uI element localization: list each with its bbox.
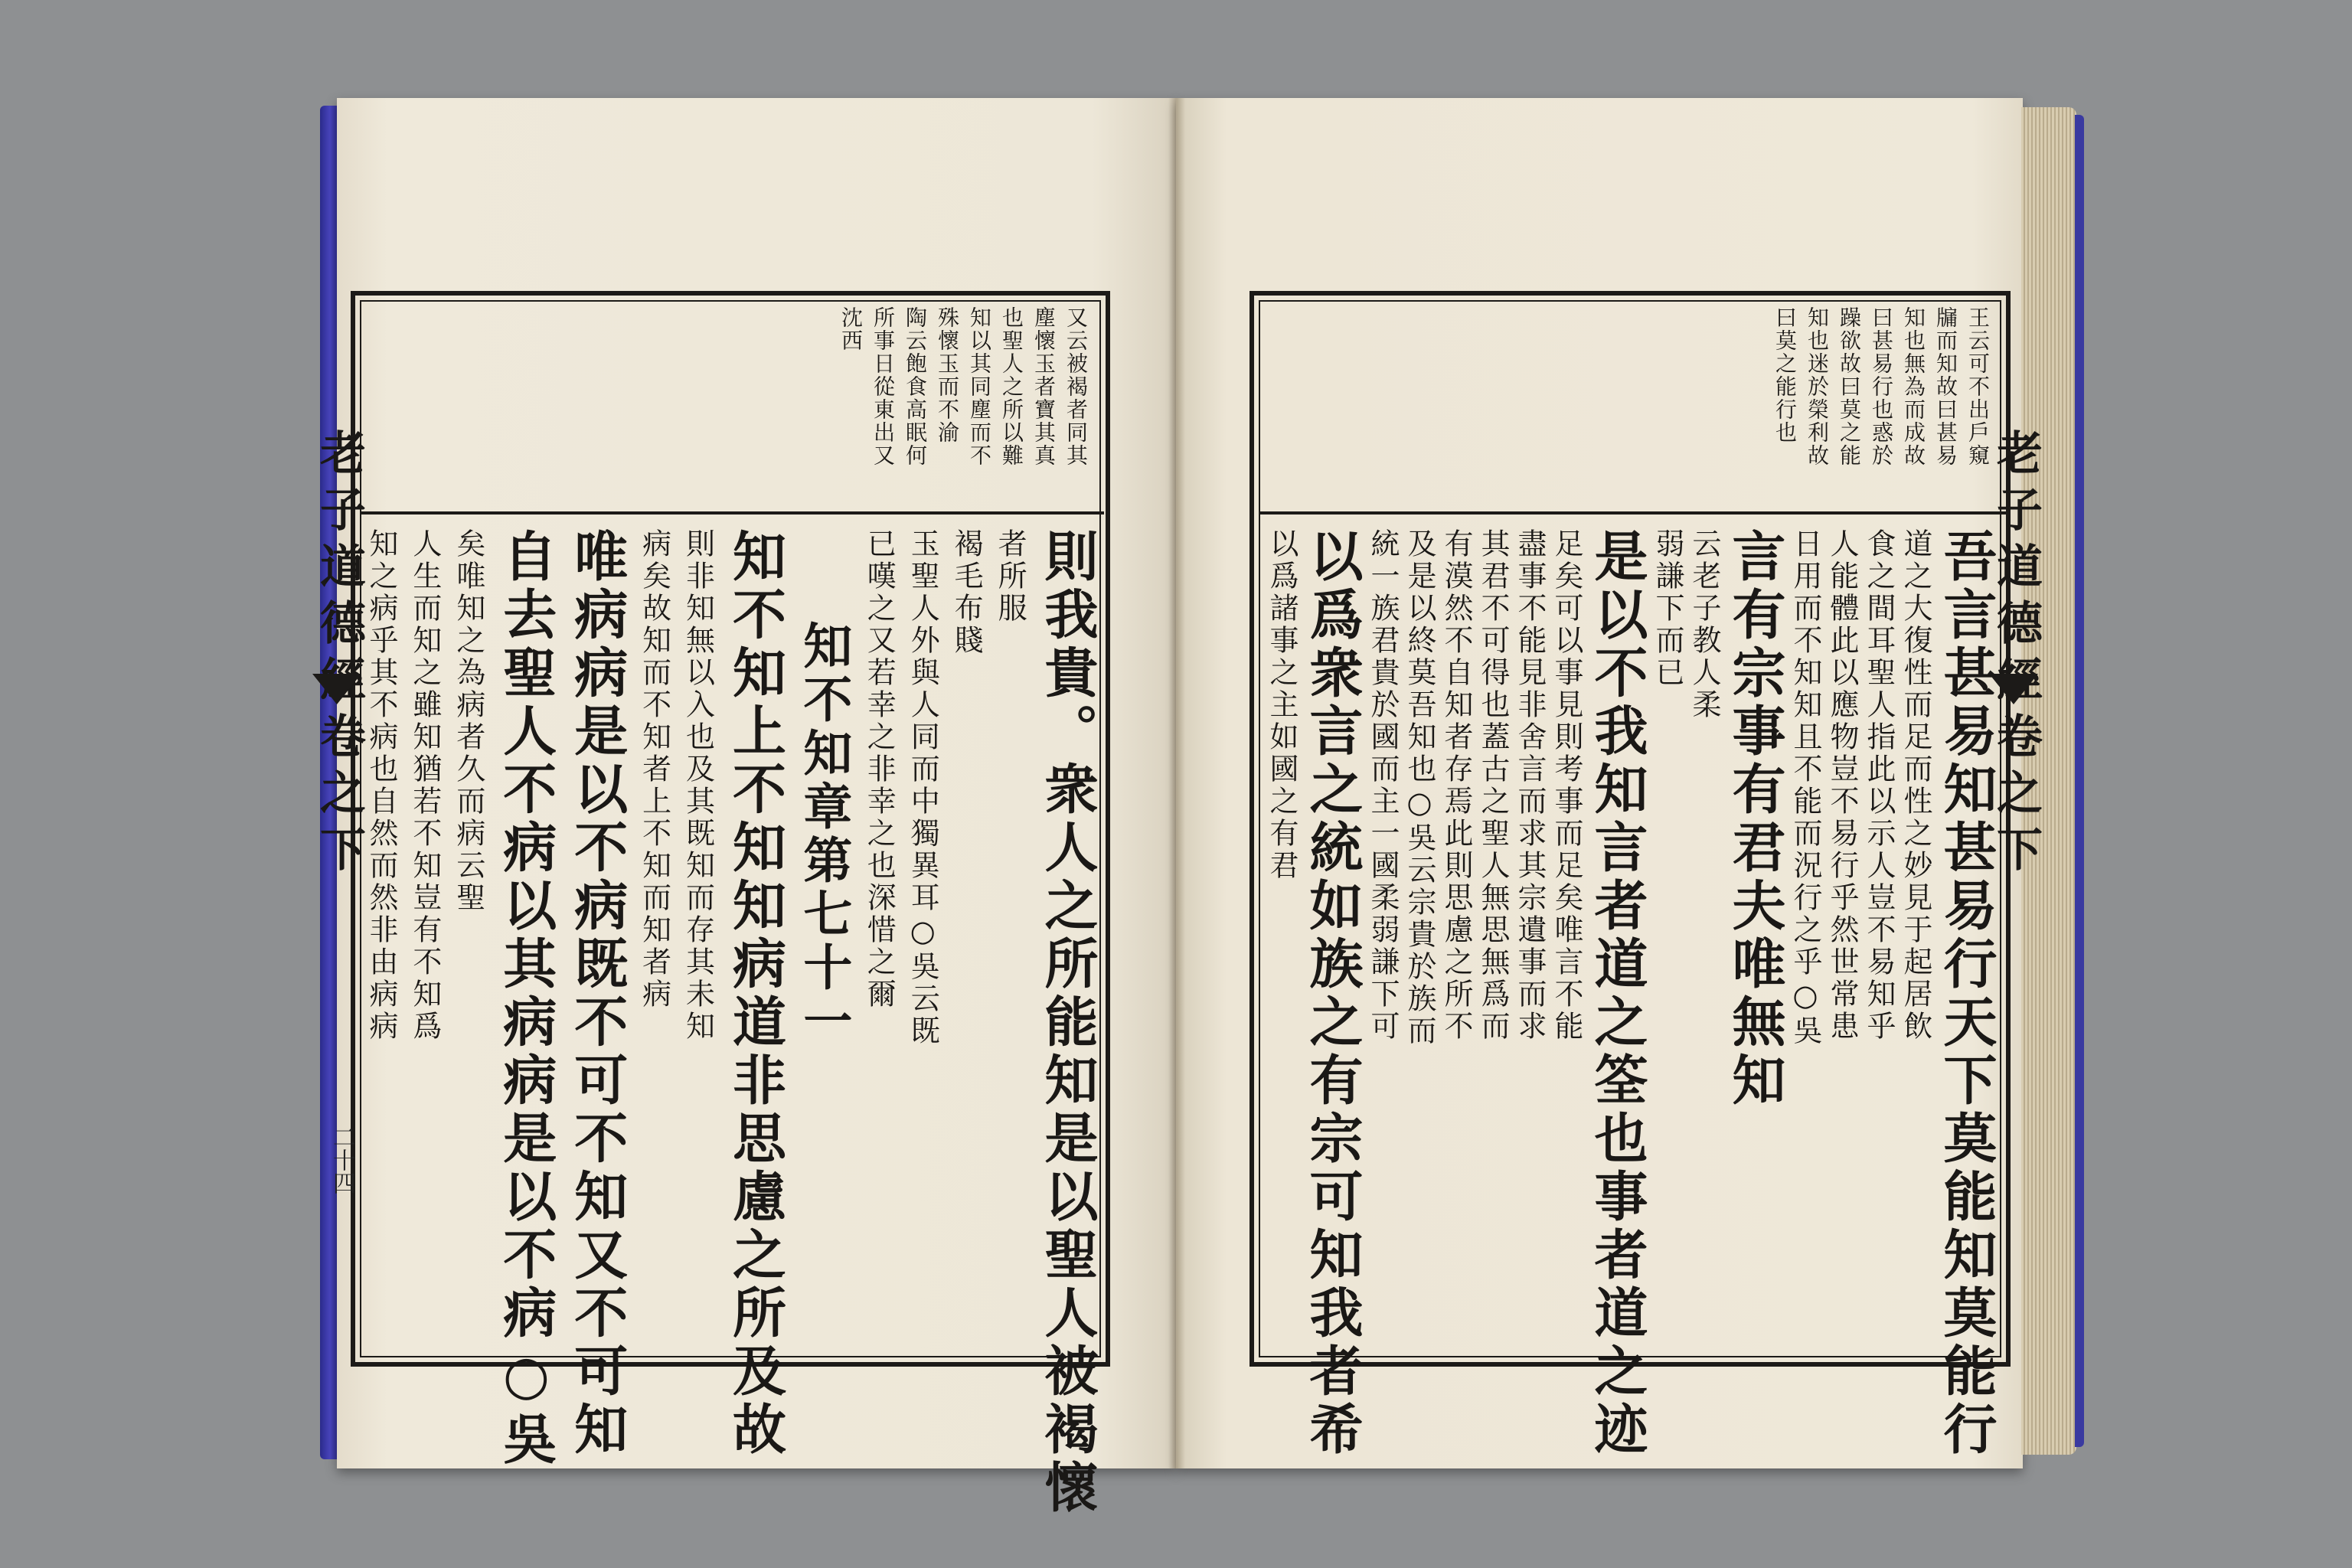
left-spine-volume: 卷之下 bbox=[312, 712, 366, 882]
right-column-16: 以爲諸事之主如國之有君 bbox=[1265, 528, 1298, 882]
left-column-12: 人生而知之雖知猶若不知豈有不知爲 bbox=[407, 528, 442, 1043]
right-spine-volume: 卷之下 bbox=[1989, 712, 2043, 882]
left-head-note-6: 所事日從東出又 bbox=[871, 306, 896, 467]
left-head-note-4: 殊懷玉而不渝 bbox=[935, 306, 960, 444]
right-head-note-2: 知也無為而成故 bbox=[1901, 306, 1926, 467]
left-column-7: 則非知無以入也及其既知而存其未知 bbox=[681, 528, 715, 1043]
right-head-note-0: 王云可不出戶窺 bbox=[1965, 306, 1991, 467]
right-column-4: 日用而不知知且不能而況行之乎○吳 bbox=[1788, 528, 1822, 1047]
right-column-12: 有漠然不自知者存焉此則思慮之所不 bbox=[1439, 528, 1473, 1043]
right-head-note-1: 牖而知故曰甚易 bbox=[1933, 306, 1958, 467]
left-column-9: 唯病病是以不病既不可不知又不可知 bbox=[565, 528, 629, 1459]
right-column-2: 食之間耳聖人指此以示人豈不易知乎 bbox=[1862, 528, 1896, 1043]
folio-number: 二十四 bbox=[328, 1125, 355, 1194]
left-column-6: 知不知上不知知病道非思慮之所及故 bbox=[724, 528, 788, 1459]
left-column-5: 知不知章第七十一 bbox=[795, 620, 853, 1049]
right-head-note-3: 曰甚易行也惑於 bbox=[1869, 306, 1894, 467]
left-head-note-3: 知以其同塵而不 bbox=[967, 306, 992, 467]
book-gutter bbox=[1168, 98, 1185, 1468]
left-head-note-5: 陶云飽食高眠何 bbox=[903, 306, 928, 467]
left-head-note-1: 塵懷玉者寶其真 bbox=[1031, 306, 1057, 467]
right-column-1: 道之大復性而足而性之妙見于起居飲 bbox=[1899, 528, 1932, 1043]
right-head-note-5: 知也迷於榮利故 bbox=[1805, 306, 1830, 467]
right-column-6: 云老子教人柔 bbox=[1687, 528, 1721, 721]
left-head-divider bbox=[360, 511, 1104, 514]
left-column-11: 矣唯知之為病者久而病云聖 bbox=[451, 528, 485, 914]
right-column-5: 言有宗事有君夫唯無知 bbox=[1723, 528, 1787, 1110]
right-column-3: 人能體此以應物豈不易行乎然世常患 bbox=[1825, 528, 1859, 1043]
right-column-8: 是以不我知言者道之筌也事者道之迹 bbox=[1586, 528, 1649, 1459]
left-head-note-0: 又云被褐者同其 bbox=[1063, 306, 1089, 467]
left-column-1: 者所服 bbox=[993, 528, 1027, 625]
left-column-8: 病矣故知而不知者上不知而知者病 bbox=[637, 528, 671, 1011]
left-column-3: 玉聖人外與人同而中獨異耳○吳云既 bbox=[906, 528, 940, 1047]
left-spine-title: 老子道德經 bbox=[312, 429, 366, 712]
left-column-10: 自去聖人不病以其病病是以不病○吳 bbox=[494, 528, 558, 1469]
right-column-10: 盡事不能見非舍言而求其宗遺事而求 bbox=[1513, 528, 1547, 1043]
right-column-13: 及是以終莫吾知也○吳云宗貴於族而 bbox=[1403, 528, 1436, 1047]
right-column-14: 統一族君貴於國而主一國柔弱謙下可 bbox=[1366, 528, 1400, 1043]
right-column-11: 其君不可得也蓋古之聖人無思無爲而 bbox=[1476, 528, 1510, 1043]
left-column-0: 則我貴。衆人之所能知是以聖人被褐懷 bbox=[1036, 528, 1099, 1517]
right-column-0: 吾言甚易知甚易行天下莫能知莫能行 bbox=[1935, 528, 1998, 1459]
right-spine-title: 老子道德經 bbox=[1989, 429, 2043, 712]
left-head-note-7: 沈西 bbox=[838, 306, 864, 352]
right-head-note-6: 曰莫之能行也 bbox=[1772, 306, 1798, 444]
left-column-2: 褐毛布賤 bbox=[949, 528, 984, 657]
fish-tail-mark-icon bbox=[312, 674, 361, 704]
left-column-13: 知之病乎其不病也自然而然非由病病 bbox=[364, 528, 398, 1043]
right-column-7: 弱謙下而已 bbox=[1651, 528, 1684, 689]
blue-cover-edge-right bbox=[2075, 115, 2084, 1447]
right-column-9: 足矣可以事見則考事而足矣唯言不能 bbox=[1550, 528, 1583, 1043]
right-head-note-4: 躁欲故曰莫之能 bbox=[1837, 306, 1862, 467]
left-column-4: 已嘆之又若幸之非幸之也深惜之爾 bbox=[862, 528, 897, 1011]
left-head-note-2: 也聖人之所以難 bbox=[999, 306, 1024, 467]
right-column-15: 以爲衆言之統如族之有宗可知我者希 bbox=[1301, 528, 1364, 1459]
right-head-divider bbox=[1260, 511, 2007, 514]
